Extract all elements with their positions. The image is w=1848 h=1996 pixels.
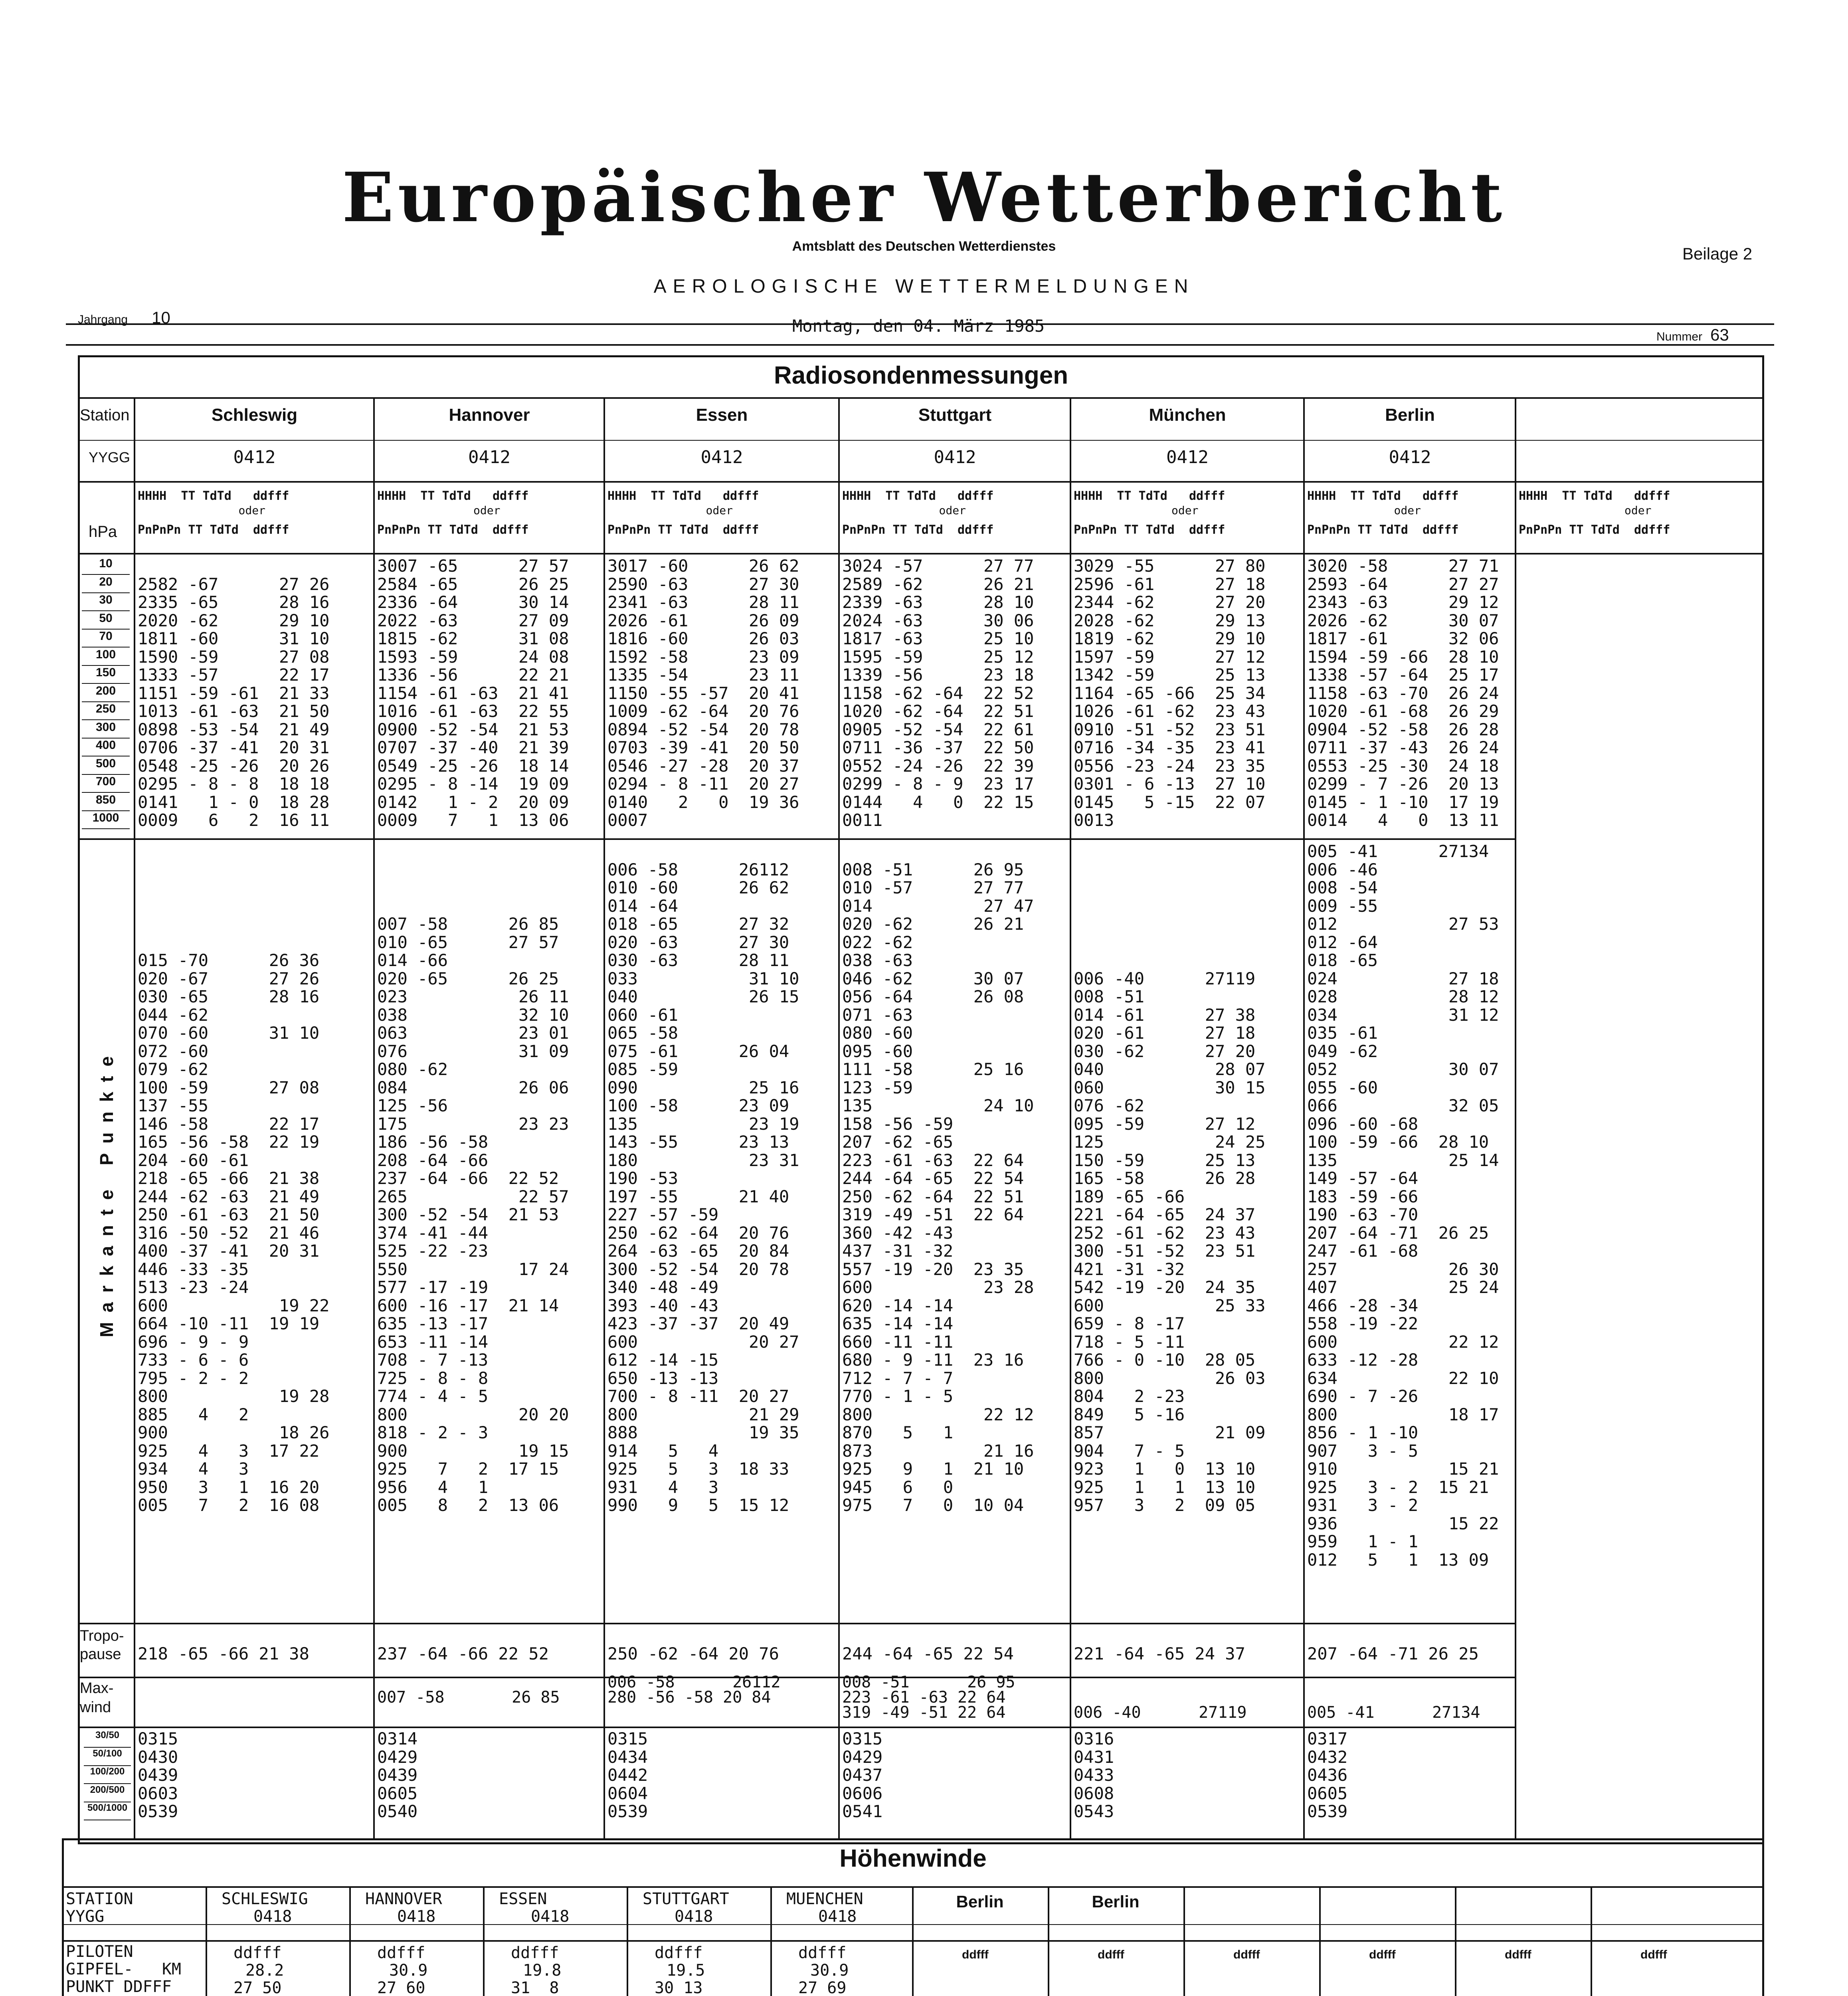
tropopause-label: Tropo- pause (80, 1628, 124, 1663)
layer-thickness-label: 500/1000 (84, 1802, 131, 1820)
hw-row-labels: STATION YYGG PILOTEN GIPFEL- KM PUNKT DDFFF (66, 1890, 181, 1996)
markante-punkte-data: 007 -58 26 85 010 -65 27 57 014 -66 020 -65 26 25 023 26 11 038 32 10 063 23 01 076 31 09 080 -62 084 26 06 125 -56 175 23 23 186 -56 -58 208 -64 -66 237 -64 -66 22 52 265 22 57 300 -52 -54 21 53 374 -41 -44 525 -22 -23 550 17 24 577 -17 -19 600 -16 -17 21 14 635 -13 -17 653 -11 -14 708 - 7 -13 725 - 8 - 8 774 - 4 - 5 800 20 20 818 - 2 - 3 900 19 15 925 7 2 17 15 956 4 1 005 8 2 13 06 (377, 914, 569, 1515)
layer-thickness-data: 0315 0430 0439 0603 0539 (138, 1729, 178, 1821)
hw-station-name: ESSEN (499, 1890, 547, 1908)
column-header-top: HHHH TT TdTd ddfff (1307, 489, 1459, 503)
radiosonde-title: Radiosondenmessungen (774, 362, 1068, 389)
layer-thickness-label: 30/50 (84, 1730, 131, 1748)
column-header-bottom: PnPnPn TT TdTd ddfff (1307, 523, 1459, 537)
rule-col-4 (1070, 397, 1071, 1838)
hw-empty-column-rule (1183, 1886, 1185, 1996)
markante-punkte-data: 006 -40 27119 008 -51 014 -61 27 38 020 -61 27 18 030 -62 27 20 040 28 07 060 30 15 076 -62 095 -59 27 12 125 24 25 150 -59 25 13 165 -58 26 28 189 -65 -66 221 -64 -65 24 37 252 -61 -62 23 43 300 -51 -52 23 51 421 -31 -32 542 -19 -20 24 35 600 25 33 659 - 8 -17 718 - 5 -11 766 - 0 -10 28 05 800 26 03 804 2 -23 849 5 -16 857 21 09 904 7 - 5 923 1 0 13 10 925 1 1 13 10 957 3 2 09 05 (1074, 968, 1266, 1515)
tropopause-data: 244 -64 -65 22 54 (842, 1644, 1014, 1663)
publication-title: Europäischer Wetterbericht (342, 158, 1506, 238)
volume-info (78, 308, 170, 327)
hw-station-yygg: 0418 (818, 1907, 857, 1926)
pressure-level-label: 10 (82, 557, 130, 575)
column-header-oder: oder (1171, 504, 1199, 517)
hw-station-yygg: 0418 (675, 1907, 713, 1926)
pressure-level-label: 50 (82, 612, 130, 630)
column-header-bottom: PnPnPn TT TdTd ddfff (842, 523, 994, 537)
hw-station-name: MUENCHEN (786, 1890, 863, 1908)
maxwind-data: 005 -41 27134 (1307, 1703, 1480, 1722)
markante-punkte-data: 005 -41 27134 006 -46 008 -54 009 -55 012 27 53 012 -64 018 -65 024 27 18 028 28 12 034 31 12 035 -61 049 -62 052 30 07 055 -60 066 32 05 096 -60 -68 100 -59 -66 28 10 135 25 14 149 -57 -64 183 -59 -66 190 -63 -70 207 -64 -71 26 25 247 -61 -68 257 26 30 407 25 24 466 -28 -34 558 -19 -22 600 22 12 633 -12 -28 634 22 10 690 - 7 -26 800 18 17 856 - 1 -10 907 3 - 5 910 15 21 925 3 - 2 15 21 931 3 - 2 936 15 22 959 1 - 1 012 5 1 13 09 (1307, 842, 1499, 1570)
publication-subtitle: Amtsblatt des Deutschen Wetterdienstes (792, 239, 1056, 254)
markante-punkte-data: 006 -58 26112 010 -60 26 62 014 -64 018 -65 27 32 020 -63 27 30 030 -63 28 11 033 31 10 040 26 15 060 -61 065 -58 075 -61 26 04 085 -59 090 25 16 100 -58 23 09 135 23 19 143 -55 23 13 180 23 31 190 -53 197 -55 21 40 227 -57 -59 250 -62 -64 20 76 264 -63 -65 20 84 300 -52 -54 20 78 340 -48 -49 393 -40 -43 423 -37 -37 20 49 600 20 27 612 -14 -15 650 -13 -13 700 - 8 -11 20 27 800 21 29 888 19 35 914 5 4 925 5 3 18 33 931 4 3 990 9 5 15 12 (607, 859, 799, 1515)
hw-ddfff-label: ddfff (511, 1944, 559, 1962)
column-header-oder: oder (473, 504, 501, 517)
standard-levels-data: 3024 -57 27 77 2589 -62 26 21 2339 -63 28 10 2024 -63 30 06 1817 -63 25 10 1595 -59 25 12 1339 -56 23 18 1158 -62 -64 22 52 1020 -62 -64 22 51 0905 -52 -54 22 61 0711 -36 -37 22 50 0552 -24 -26 22 39 0299 - 8 - 9 23 17 0144 4 0 22 15 0011 (842, 556, 1034, 830)
hw-empty-column-rule (1591, 1886, 1592, 1996)
hw-empty-ddfff-label: ddfff (1640, 1948, 1667, 1961)
column-header-bottom: PnPnPn TT TdTd ddfff (1519, 523, 1670, 537)
station-yygg: 0412 (1166, 447, 1209, 467)
hw-station-yygg: 0418 (531, 1907, 570, 1926)
rule-below-yygg (78, 481, 1764, 483)
hw-punkt-value: 27 69 (798, 1979, 847, 1996)
hw-gipfel-value: 19.5 (667, 1961, 705, 1980)
tropopause-data: 237 -64 -66 22 52 (377, 1644, 549, 1663)
hw-column-rule (206, 1886, 207, 1996)
rule-below-levels (78, 838, 1515, 840)
tropopause-data: 207 -64 -71 26 25 (1307, 1644, 1479, 1663)
column-header-top: HHHH TT TdTd ddfff (842, 489, 994, 503)
hw-station-name: STUTTGART (643, 1890, 729, 1908)
tropopause-data: 250 -62 -64 20 76 (607, 1644, 779, 1663)
column-header-oder: oder (706, 504, 733, 517)
rule-col-1 (373, 397, 375, 1838)
layer-thickness-data: 0317 0432 0436 0605 0539 (1307, 1729, 1348, 1821)
hw-ddfff-label: ddfff (655, 1944, 703, 1962)
rule-above-tropo (78, 1623, 1515, 1624)
rule-col-6 (1515, 397, 1516, 1838)
station-name: Stuttgart (918, 405, 992, 425)
section-heading: AEROLOGISCHE WETTERMELDUNGEN (653, 276, 1195, 297)
standard-levels-data: 3029 -55 27 80 2596 -61 27 18 2344 -62 27 20 2028 -62 29 13 1819 -62 29 10 1597 -59 27 12 1342 -59 25 13 1164 -65 -66 25 34 1026 -61 -62 23 43 0910 -51 -52 23 51 0716 -34 -35 23 41 0556 -23 -24 23 35 0301 - 6 -13 27 10 0145 5 -15 22 07 0013 (1074, 556, 1266, 830)
tropopause-data: 218 -65 -66 21 38 (138, 1644, 309, 1663)
column-header-top: HHHH TT TdTd ddfff (377, 489, 529, 503)
rule-col-3 (838, 397, 840, 1838)
layer-thickness-label: 200/500 (84, 1784, 131, 1802)
layer-thickness-label: 50/100 (84, 1748, 131, 1766)
station-yygg: 0412 (1389, 447, 1431, 467)
hw-empty-station-name: Berlin (956, 1892, 1004, 1911)
hw-empty-ddfff-label: ddfff (1098, 1948, 1124, 1961)
column-header-oder: oder (1394, 504, 1421, 517)
pressure-level-label: 850 (82, 793, 130, 811)
column-header-top: HHHH TT TdTd ddfff (1074, 489, 1225, 503)
standard-levels-data: 2582 -67 27 26 2335 -65 28 16 2020 -62 29 10 1811 -60 31 10 1590 -59 27 08 1333 -57 22 17 1151 -59 -61 21 33 1013 -61 -63 21 50 0898 -53 -54 21 49 0706 -37 -41 20 31 0548 -25 -26 20 26 0295 - 8 - 8 18 18 0141 1 - 0 18 28 0009 6 2 16 11 (138, 574, 330, 830)
layer-thickness-data: 0314 0429 0439 0605 0540 (377, 1729, 418, 1821)
hw-column-rule (770, 1886, 772, 1996)
hw-punkt-value: 31 8 (511, 1979, 559, 1996)
hw-empty-ddfff-label: ddfff (1369, 1948, 1396, 1961)
hw-punkt-value: 30 13 (655, 1979, 703, 1996)
column-header-top: HHHH TT TdTd ddfff (1519, 489, 1670, 503)
layer-thickness-data: 0315 0434 0442 0604 0539 (607, 1729, 648, 1821)
station-yygg: 0412 (700, 447, 743, 467)
column-header-bottom: PnPnPn TT TdTd ddfff (377, 523, 529, 537)
layer-thickness-data: 0316 0431 0433 0608 0543 (1074, 1729, 1114, 1821)
pressure-level-label: 30 (82, 593, 130, 611)
issue-date: Montag, den 04. März 1985 (792, 316, 1045, 336)
hw-column-rule (349, 1886, 351, 1996)
hw-empty-ddfff-label: ddfff (1505, 1948, 1531, 1961)
column-header-oder: oder (1624, 504, 1652, 517)
hw-punkt-value: 27 60 (377, 1979, 425, 1996)
pressure-level-label: 100 (82, 648, 130, 666)
maxwind-data: 008 -51 26 95 223 -61 -63 22 64 319 -49 -51 22 64 (842, 1673, 1015, 1722)
hw-empty-column-rule (1319, 1886, 1321, 1996)
hw-station-name: HANNOVER (365, 1890, 442, 1908)
hw-gipfel-value: 30.9 (389, 1961, 428, 1980)
supplement-label: Beilage 2 (1682, 244, 1753, 263)
layer-thickness-label: 100/200 (84, 1766, 131, 1784)
hw-ddfff-label: ddfff (233, 1944, 282, 1962)
issue-number-info (1656, 325, 1729, 345)
hw-gipfel-value: 19.8 (523, 1961, 562, 1980)
rule-below-colhead (78, 553, 1764, 554)
rule-below-station (78, 440, 1764, 441)
hpa-row-label: hPa (89, 523, 117, 541)
maxwind-data: 006 -58 26112 280 -56 -58 20 84 (607, 1673, 781, 1707)
rule-col-5 (1303, 397, 1305, 1838)
issue-number-label: Nummer (1656, 330, 1703, 343)
hw-station-name: SCHLESWIG (222, 1890, 308, 1908)
rule-col-2 (603, 397, 605, 1838)
issue-number: 63 (1710, 325, 1729, 344)
hw-punkt-value: 27 50 (233, 1979, 282, 1996)
hw-station-yygg: 0418 (253, 1907, 292, 1926)
hw-empty-column-rule (1455, 1886, 1456, 1996)
column-header-top: HHHH TT TdTd ddfff (607, 489, 759, 503)
standard-levels-data: 3017 -60 26 62 2590 -63 27 30 2341 -63 28 11 2026 -61 26 09 1816 -60 26 03 1592 -58 23 09 1335 -54 23 11 1150 -55 -57 20 41 1009 -62 -64 20 76 0894 -52 -54 20 78 0703 -39 -41 20 50 0546 -27 -28 20 37 0294 - 8 -11 20 27 0140 2 0 19 36 0007 (607, 556, 799, 830)
hw-ddfff-label: ddfff (798, 1944, 847, 1962)
volume-label: Jahrgang (78, 313, 128, 326)
hw-gipfel-value: 30.9 (810, 1961, 849, 1980)
hw-empty-ddfff-label: ddfff (1233, 1948, 1260, 1961)
tropopause-data: 221 -64 -65 24 37 (1074, 1644, 1245, 1663)
column-header-oder: oder (238, 504, 265, 517)
pressure-level-label: 250 (82, 702, 130, 720)
hw-gipfel-value: 28.2 (245, 1961, 284, 1980)
rule-label-column (134, 397, 135, 1838)
markante-punkte-data: 015 -70 26 36 020 -67 27 26 030 -65 28 16 044 -62 070 -60 31 10 072 -60 079 -62 100 -59 27 08 137 -55 146 -58 22 17 165 -56 -58 22 19 204 -60 -61 218 -65 -66 21 38 244 -62 -63 21 49 250 -61 -63 21 50 316 -50 -52 21 46 400 -37 -41 20 31 446 -33 -35 513 -23 -24 600 19 22 664 -10 -11 19 19 696 - 9 - 9 733 - 6 - 6 795 - 2 - 2 800 19 28 885 4 2 900 18 26 925 4 3 17 22 934 4 3 950 3 1 16 20 005 7 2 16 08 (138, 950, 330, 1515)
hw-empty-station-name: Berlin (1092, 1892, 1140, 1911)
column-header-oder: oder (939, 504, 966, 517)
column-header-top: HHHH TT TdTd ddfff (138, 489, 289, 503)
station-yygg: 0412 (233, 447, 276, 467)
station-yygg: 0412 (934, 447, 976, 467)
station-name: Berlin (1385, 405, 1435, 425)
station-name: Essen (696, 405, 748, 425)
column-header-bottom: PnPnPn TT TdTd ddfff (607, 523, 759, 537)
hw-column-rule (483, 1886, 485, 1996)
pressure-level-label: 200 (82, 684, 130, 702)
markante-punkte-data: 008 -51 26 95 010 -57 27 77 014 27 47 020 -62 26 21 022 -62 038 -63 046 -62 30 07 056 -64 26 08 071 -63 080 -60 095 -60 111 -58 25 16 123 -59 135 24 10 158 -56 -59 207 -62 -65 223 -61 -63 22 64 244 -64 -65 22 54 250 -62 -64 22 51 319 -49 -51 22 64 360 -42 -43 437 -31 -32 557 -19 -20 23 35 600 23 28 620 -14 -14 635 -14 -14 660 -11 -11 680 - 9 -11 23 16 712 - 7 - 7 770 - 1 - 5 800 22 12 870 5 1 873 21 16 925 9 1 21 10 945 6 0 975 7 0 10 04 (842, 859, 1034, 1515)
station-name: Hannover (449, 405, 530, 425)
rule-above-maxwind (78, 1677, 1515, 1678)
pressure-level-label: 500 (82, 757, 130, 775)
standard-levels-data: 3020 -58 27 71 2593 -64 27 27 2343 -63 29 12 2026 -62 30 07 1817 -61 32 06 1594 -59 -66 28 10 1338 -57 -64 25 17 1158 -63 -70 26 24 1020 -61 -68 26 29 0904 -52 -58 26 28 0711 -37 -43 26 24 0553 -25 -30 24 18 0299 - 7 -26 20 13 0145 - 1 -10 17 19 0014 4 0 13 11 (1307, 556, 1499, 830)
volume-number: 10 (152, 308, 170, 327)
column-header-bottom: PnPnPn TT TdTd ddfff (1074, 523, 1225, 537)
pressure-level-label: 20 (82, 575, 130, 593)
station-name: Schleswig (211, 405, 298, 425)
station-row-label: Station (80, 406, 130, 424)
pressure-level-label: 300 (82, 721, 130, 739)
maxwind-data: 007 -58 26 85 (377, 1688, 560, 1707)
pressure-level-label: 1000 (82, 811, 130, 829)
station-name: München (1149, 405, 1226, 425)
upper-winds-title: Höhenwinde (839, 1845, 987, 1872)
maxwind-label: Max- wind (80, 1680, 114, 1716)
hw-empty-ddfff-label: ddfff (962, 1948, 989, 1961)
maxwind-data: 006 -40 27119 (1074, 1703, 1247, 1722)
rule-above-layers (78, 1727, 1515, 1728)
layer-thickness-data: 0315 0429 0437 0606 0541 (842, 1729, 883, 1821)
pressure-level-label: 150 (82, 666, 130, 684)
yygg-row-label: YYGG (89, 449, 131, 465)
header-rule-bottom (66, 344, 1774, 346)
hw-station-yygg: 0418 (397, 1907, 436, 1926)
standard-levels-data: 3007 -65 27 57 2584 -65 26 25 2336 -64 30 14 2022 -63 27 09 1815 -62 31 08 1593 -59 24 08 1336 -56 22 21 1154 -61 -63 21 41 1016 -61 -63 22 55 0900 -52 -54 21 53 0707 -37 -40 21 39 0549 -25 -26 18 14 0295 - 8 -14 19 09 0142 1 - 2 20 09 0009 7 1 13 06 (377, 556, 569, 830)
hw-ddfff-label: ddfff (377, 1944, 425, 1962)
pressure-level-label: 700 (82, 775, 130, 793)
column-header-bottom: PnPnPn TT TdTd ddfff (138, 523, 289, 537)
hw-column-rule (627, 1886, 628, 1996)
rule-below-title (78, 397, 1764, 399)
markante-punkte-label: Markante Punkte (96, 1046, 117, 1337)
pressure-level-label: 70 (82, 630, 130, 648)
pressure-level-label: 400 (82, 739, 130, 756)
station-yygg: 0412 (468, 447, 510, 467)
